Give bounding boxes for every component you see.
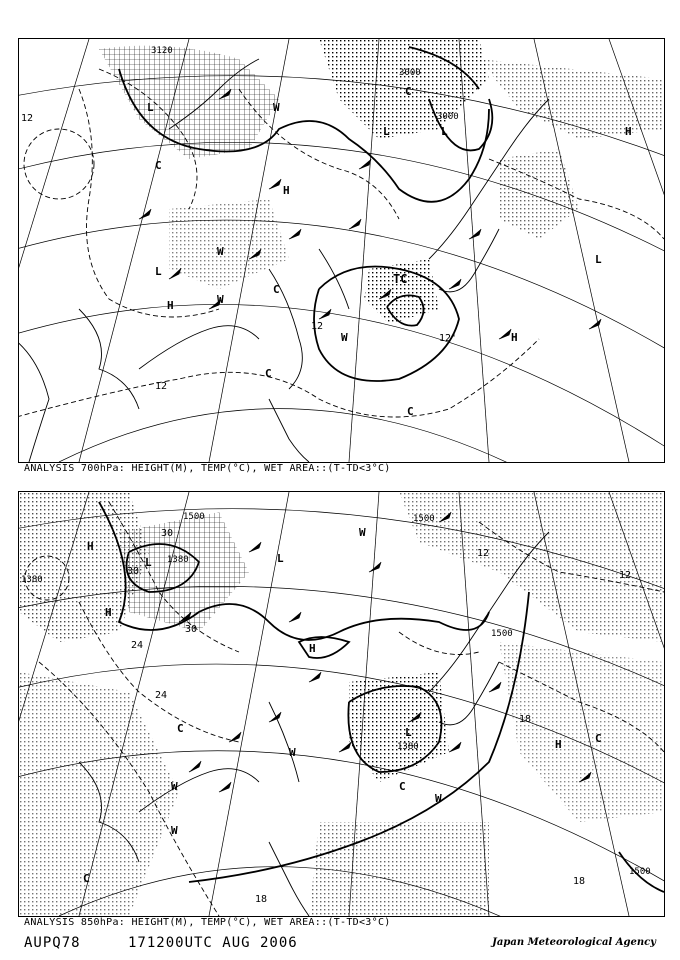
cold-center: C bbox=[595, 732, 602, 745]
temp-label: 18 bbox=[573, 876, 586, 887]
warm-center: W bbox=[171, 780, 178, 793]
cold-center: C bbox=[399, 780, 406, 793]
temp-label: 24 bbox=[155, 690, 168, 701]
low-center: L bbox=[145, 556, 152, 569]
height-label: 1500 bbox=[629, 867, 651, 877]
chart-code: AUPQ78 bbox=[24, 935, 81, 951]
height-label: 3120 bbox=[151, 46, 173, 56]
temp-label: 12' bbox=[439, 333, 458, 344]
map-850hpa-canvas bbox=[19, 492, 664, 916]
cold-center: C bbox=[83, 872, 90, 885]
caption-700hpa: ANALYSIS 700hPa: HEIGHT(M), TEMP(°C), WET AREA::(T-TD<3°C) bbox=[24, 463, 391, 474]
warm-center: W bbox=[217, 293, 224, 306]
cold-center: C bbox=[407, 405, 414, 418]
high-center: H bbox=[87, 540, 94, 553]
wet-area-stipple bbox=[99, 39, 664, 324]
height-label: 3000 bbox=[437, 112, 459, 122]
cold-center: C bbox=[265, 367, 272, 380]
warm-center: W bbox=[359, 526, 366, 539]
warm-center: W bbox=[289, 746, 296, 759]
warm-center: W bbox=[217, 245, 224, 258]
low-center: L bbox=[147, 101, 154, 114]
low-center: L bbox=[441, 125, 448, 138]
temp-label: 12 bbox=[477, 548, 490, 559]
low-center: L bbox=[277, 552, 284, 565]
high-center: H bbox=[309, 642, 316, 655]
warm-center: W bbox=[435, 792, 442, 805]
warm-center: W bbox=[341, 331, 348, 344]
valid-time: 171200UTC AUG 2006 bbox=[128, 935, 298, 951]
cold-center: C bbox=[405, 85, 412, 98]
agency-credit: Japan Meteorological Agency bbox=[492, 937, 656, 948]
cold-center: C bbox=[155, 159, 162, 172]
height-label: 1380 bbox=[21, 575, 43, 585]
temp-label: 12 bbox=[155, 381, 168, 392]
temp-label: 18 bbox=[255, 894, 268, 905]
warm-center: W bbox=[171, 824, 178, 837]
cold-center: C bbox=[177, 722, 184, 735]
temp-label: 12 bbox=[619, 570, 632, 581]
map-700hpa-canvas bbox=[19, 39, 664, 462]
typhoon-center: TC bbox=[393, 272, 408, 286]
temp-label: 30 bbox=[185, 624, 198, 635]
temp-label: 18 bbox=[519, 714, 532, 725]
low-center: L bbox=[155, 265, 162, 278]
temp-label: 24 bbox=[131, 640, 144, 651]
analysis-850hpa-map bbox=[18, 491, 665, 917]
temp-label: 30 bbox=[161, 528, 174, 539]
high-center: H bbox=[105, 606, 112, 619]
high-center: H bbox=[625, 125, 632, 138]
low-center: L bbox=[595, 253, 602, 266]
temp-label: 12 bbox=[311, 321, 324, 332]
graticule-latitude bbox=[19, 76, 664, 462]
analysis-700hpa-map bbox=[18, 38, 665, 463]
height-label: 3000 bbox=[399, 68, 421, 78]
height-label: 1500 bbox=[183, 512, 205, 522]
caption-850hpa: ANALYSIS 850hPa: HEIGHT(M), TEMP(°C), WET AREA::(T-TD<3°C) bbox=[24, 917, 391, 928]
height-label: 1380 bbox=[397, 742, 419, 752]
temp-label: 12 bbox=[21, 113, 34, 124]
temp-label: 30 bbox=[127, 566, 140, 577]
height-label: 1500 bbox=[491, 629, 513, 639]
low-center: L bbox=[405, 726, 412, 739]
high-center: H bbox=[555, 738, 562, 751]
height-label: 1380 bbox=[167, 555, 189, 565]
height-label: 1500 bbox=[413, 514, 435, 524]
cold-center: C bbox=[273, 283, 280, 296]
high-center: H bbox=[283, 184, 290, 197]
wet-area-stipple bbox=[19, 492, 664, 916]
warm-center: W bbox=[273, 101, 280, 114]
low-center: L bbox=[383, 125, 390, 138]
high-center: H bbox=[511, 331, 518, 344]
high-center: H bbox=[167, 299, 174, 312]
